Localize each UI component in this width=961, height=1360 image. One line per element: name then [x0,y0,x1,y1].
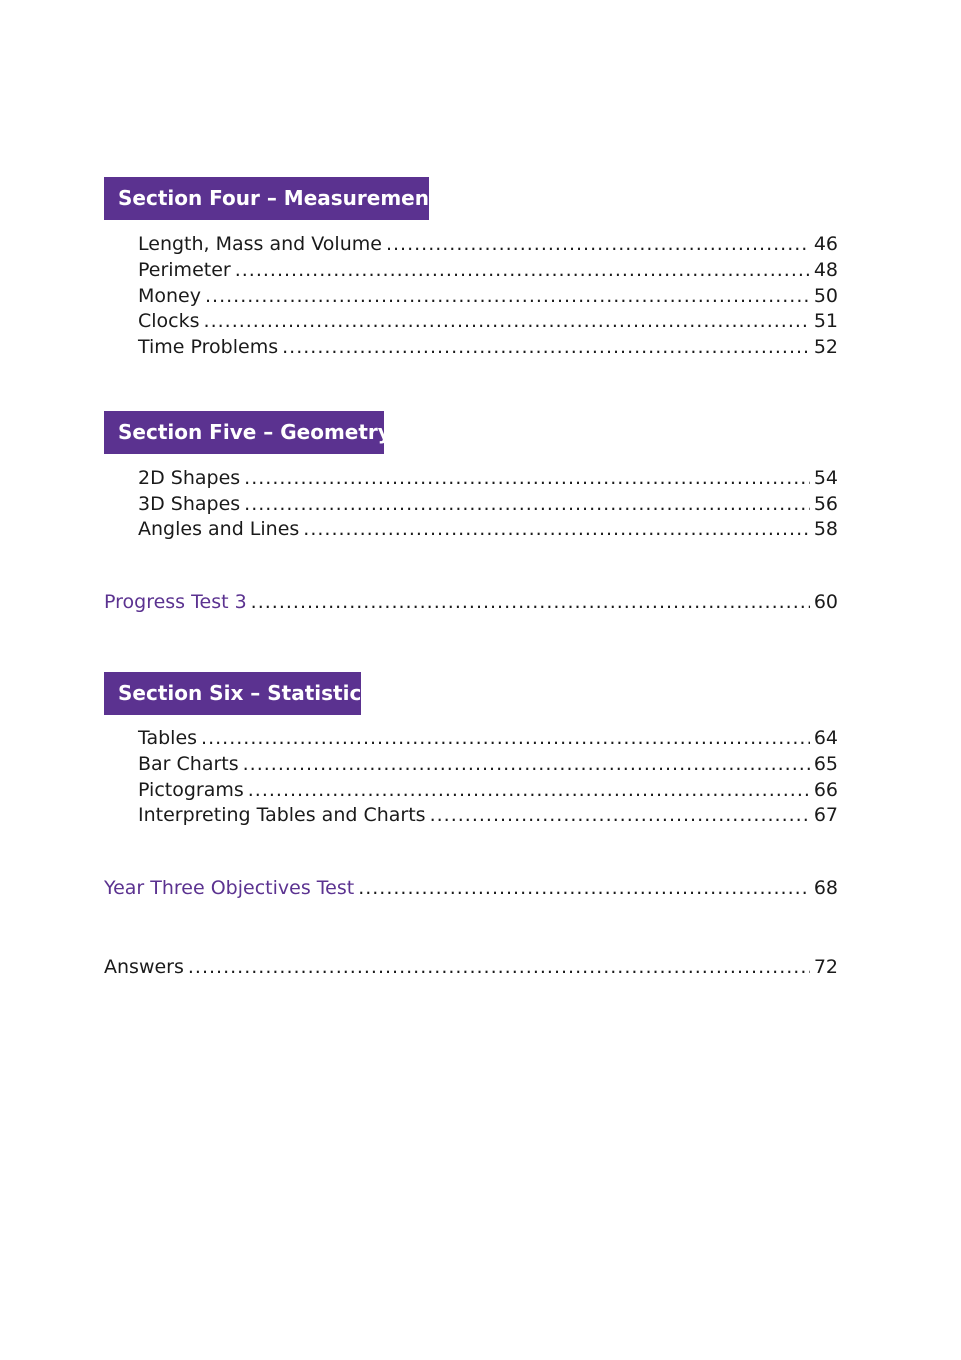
toc-entry-title: Interpreting Tables and Charts [138,804,426,826]
toc-entry-objectives-test[interactable] [104,875,838,901]
dot-leader [188,954,810,980]
dot-leader [243,751,810,777]
dot-leader [282,334,810,360]
toc-entry-page: 64 [813,727,838,749]
toc-entry-title: Time Problems [138,336,279,358]
toc-entry-answers[interactable] [104,954,838,980]
toc-entry-progress-test[interactable] [104,589,838,615]
toc-entry[interactable] [138,777,838,803]
section-header-measurement: Section Four – Measurement [104,177,429,220]
toc-entry[interactable] [138,465,838,491]
toc-entry-page: 60 [813,591,838,613]
toc-entry-page: 68 [813,877,838,899]
toc-entry-title: Length, Mass and Volume [138,233,382,255]
toc-entry-title: Angles and Lines [138,518,300,540]
dot-leader [201,725,810,751]
toc-entry-title: Pictograms [138,779,244,801]
toc-entry-page: 72 [813,956,838,978]
dot-leader [303,516,810,542]
section-header-statistics: Section Six – Statistics [104,672,361,715]
toc-entry-page: 54 [813,467,838,489]
dot-leader [204,308,810,334]
dot-leader [358,875,810,901]
toc-entry-page: 46 [813,233,838,255]
toc-entry-page: 50 [813,285,838,307]
toc-entry-page: 48 [813,259,838,281]
toc-entry[interactable] [138,231,838,257]
toc-entry[interactable] [138,283,838,309]
toc-entry-title: Answers [104,956,184,978]
dot-leader [430,802,810,828]
toc-entry-title: Bar Charts [138,753,239,775]
toc-entry-page: 67 [813,804,838,826]
toc-entry[interactable] [138,516,838,542]
toc-entry-title: Year Three Objectives Test [104,877,355,899]
dot-leader [244,491,810,517]
toc-entry-title: 3D Shapes [138,493,241,515]
toc-entry-page: 66 [813,779,838,801]
dot-leader [251,589,810,615]
toc-entry-page: 58 [813,518,838,540]
dot-leader [248,777,810,803]
dot-leader [205,283,810,309]
toc-entry[interactable] [138,334,838,360]
toc-entry-title: Progress Test 3 [104,591,247,613]
toc-entry[interactable] [138,257,838,283]
toc-entry-page: 56 [813,493,838,515]
dot-leader [235,257,810,283]
dot-leader [386,231,810,257]
toc-entry-page: 52 [813,336,838,358]
toc-entry[interactable] [138,751,838,777]
toc-entry-title: Clocks [138,310,200,332]
toc-entry[interactable] [138,725,838,751]
toc-entry-title: Perimeter [138,259,231,281]
toc-entry-title: Money [138,285,201,307]
toc-entry[interactable] [138,308,838,334]
toc-entry[interactable] [138,491,838,517]
toc-entry-page: 51 [813,310,838,332]
toc-entry-page: 65 [813,753,838,775]
dot-leader [244,465,810,491]
toc-entry-title: 2D Shapes [138,467,241,489]
toc-entry[interactable] [138,802,838,828]
section-header-geometry: Section Five – Geometry [104,411,384,454]
toc-entry-title: Tables [138,727,198,749]
